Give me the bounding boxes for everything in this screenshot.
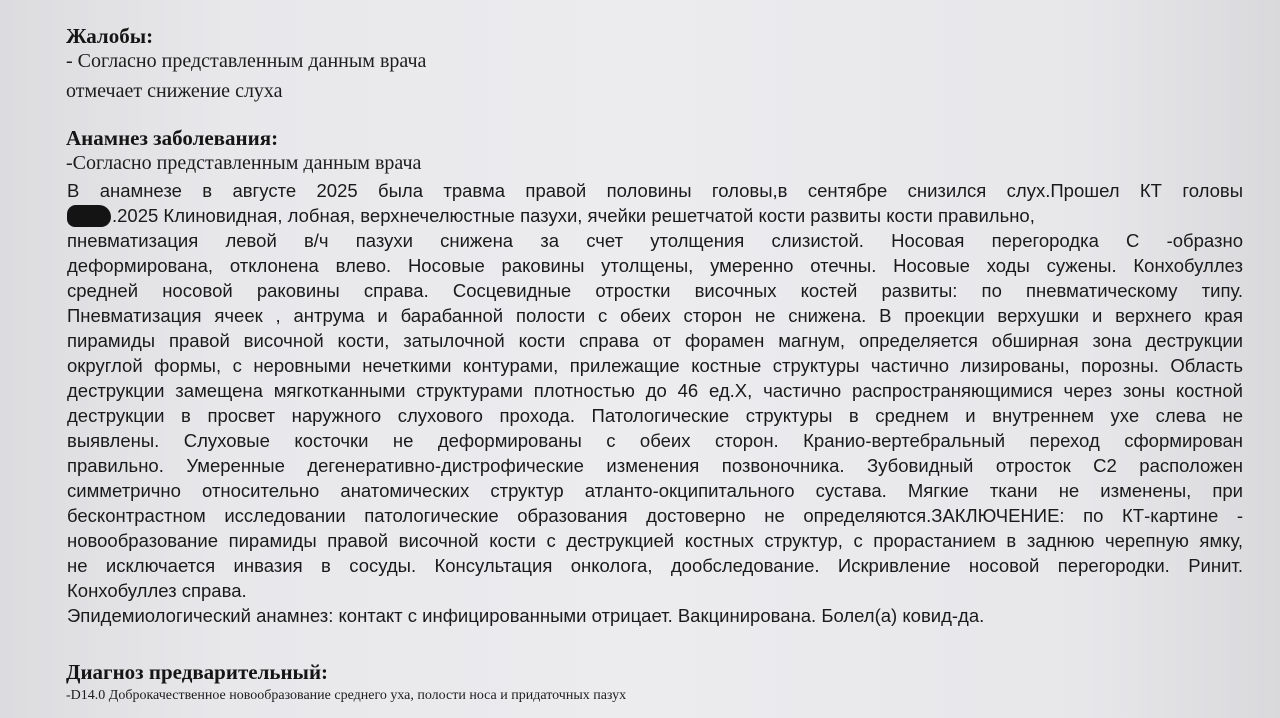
complaints-line-2: отмечает снижение слуха (66, 80, 283, 102)
report-line: не исключается инвазия в сосуды. Консультация онколога, дообследование. Искривление носовой перегородки. Ринит. (67, 555, 1243, 576)
diagnosis-line: -D14.0 Доброкачественное новообразование среднего уха, полости носа и придаточных пазух (66, 688, 627, 703)
report-line: выявлены. Слуховые косточки не деформированы с обеих сторон. Кранио-вертебральный переход сформирован (67, 430, 1243, 451)
report-line-2 (67, 205, 1247, 227)
report-line: правильно. Умеренные дегенеративно-дистрофические изменения позвоночника. Зубовидный отросток С2 расположен (67, 455, 1243, 476)
report-line: симметрично относительно анатомических структур атланто-окципитального сустава. Мягкие ткани не изменены, при (67, 480, 1243, 501)
report-line: В анамнезе в августе 2025 была травма правой половины головы,в сентябре снизился слух.Прошел КТ головы (67, 180, 1243, 201)
complaints-heading: Жалобы: (66, 24, 154, 48)
complaints-line-1: - Согласно представленным данным врача (66, 50, 427, 72)
report-line: округлой формы, с неровными нечеткими контурами, прилежащие костные структуры частично лизированы, порозны. Область (67, 355, 1243, 376)
report-line: деструкции в просвет наружного слухового прохода. Патологические структуры в среднем и внутреннем ухе слева не (67, 405, 1243, 426)
report-line: Пневматизация ячеек , антрума и барабанной полости с обеих сторон не снижена. В проекции верхушки и верхнего края (67, 305, 1243, 326)
diagnosis-heading: Диагноз предварительный: (66, 660, 329, 684)
report-line: деформирована, отклонена влево. Носовые раковины утолщены, умеренно отечны. Носовые ходы сужены. Конхобуллез (67, 255, 1243, 276)
report-line: бесконтрастном исследовании патологические образования достоверно не определяются.ЗАКЛЮЧЕНИЕ: по КТ-картине - (67, 505, 1243, 526)
report-line: Конхобуллез справа. (67, 580, 247, 601)
redaction-mark (67, 205, 111, 227)
report-line: средней носовой раковины справа. Сосцевидные отростки височных костей развиты: по пневматическому типу. (67, 280, 1243, 301)
anamnesis-heading: Анамнез заболевания: (66, 126, 279, 150)
report-line: пирамиды правой височной кости, затылочной кости справа от форамен магнум, определяется обширная зона деструкции (67, 330, 1243, 351)
anamnesis-source-line: -Согласно представленным данным врача (66, 152, 422, 174)
report-line: новообразование пирамиды правой височной кости с деструкцией костных структур, с прорастанием в заднюю черепную ямку, (67, 530, 1243, 551)
report-line: деструкции замещена мягкотканными структурами плотностью до 46 ед.Х, частично распространяющимися через зоны костной (67, 380, 1243, 401)
report-line-2-text: .2025 Клиновидная, лобная, верхнечелюстные пазухи, ячейки решетчатой кости развиты кости правильно, (112, 205, 1035, 226)
report-line: пневматизация левой в/ч пазухи снижена за счет утолщения слизистой. Носовая перегородка С -образно (67, 230, 1243, 251)
epidemiology-line: Эпидемиологический анамнез: контакт с инфицированными отрицает. Вакцинирована. Болел(а) ковид-да. (67, 605, 985, 626)
